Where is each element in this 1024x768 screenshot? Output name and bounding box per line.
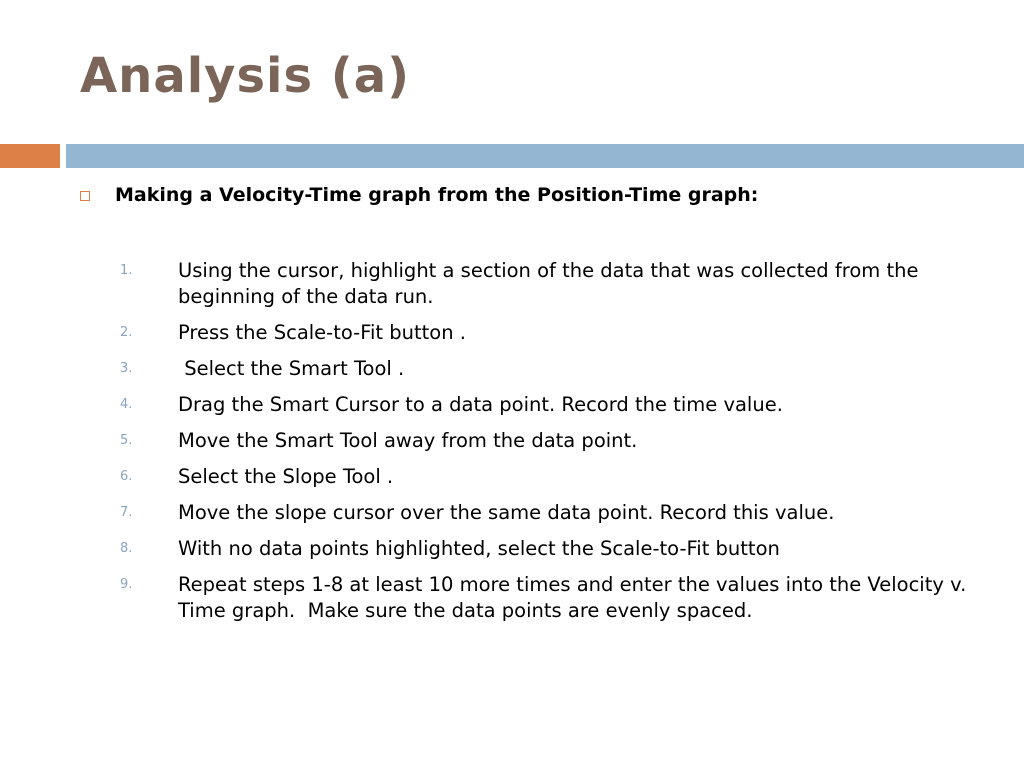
step-text: Move the Smart Tool away from the data point. <box>178 429 638 452</box>
step-number: 2. <box>120 325 133 340</box>
step-number: 4. <box>120 397 133 412</box>
accent-bar-orange <box>0 144 60 168</box>
step-number: 1. <box>120 263 133 278</box>
list-item <box>120 392 1000 418</box>
list-item <box>120 536 1000 562</box>
step-number: 8. <box>120 541 133 556</box>
slide-title: Analysis (a) <box>80 48 411 104</box>
steps-list <box>120 258 1000 634</box>
lead-bullet <box>80 184 758 206</box>
square-bullet-icon <box>80 191 90 201</box>
step-number: 5. <box>120 433 133 448</box>
step-number: 7. <box>120 505 133 520</box>
list-item <box>120 572 1000 624</box>
accent-bar-blue <box>66 144 1024 168</box>
list-item <box>120 356 1000 382</box>
list-item <box>120 258 1000 310</box>
list-item <box>120 320 1000 346</box>
step-text: With no data points highlighted, select the Scale-to-Fit button <box>178 537 780 560</box>
step-text: Using the cursor, highlight a section of the data that was collected from the beginning of the data run. <box>178 259 925 308</box>
step-number: 3. <box>120 361 133 376</box>
step-text: Repeat steps 1-8 at least 10 more times and enter the values into the Velocity v. Time graph. Make sure the data points are evenly spaced. <box>178 573 973 622</box>
step-text: Select the Smart Tool . <box>178 357 405 380</box>
list-item <box>120 464 1000 490</box>
step-number: 9. <box>120 577 133 592</box>
list-item <box>120 428 1000 454</box>
list-item <box>120 500 1000 526</box>
step-text: Drag the Smart Cursor to a data point. Record the time value. <box>178 393 783 416</box>
step-number: 6. <box>120 469 133 484</box>
step-text: Select the Slope Tool . <box>178 465 394 488</box>
step-text: Move the slope cursor over the same data point. Record this value. <box>178 501 835 524</box>
step-text: Press the Scale-to-Fit button . <box>178 321 466 344</box>
lead-text: Making a Velocity-Time graph from the Position-Time graph: <box>115 184 759 206</box>
